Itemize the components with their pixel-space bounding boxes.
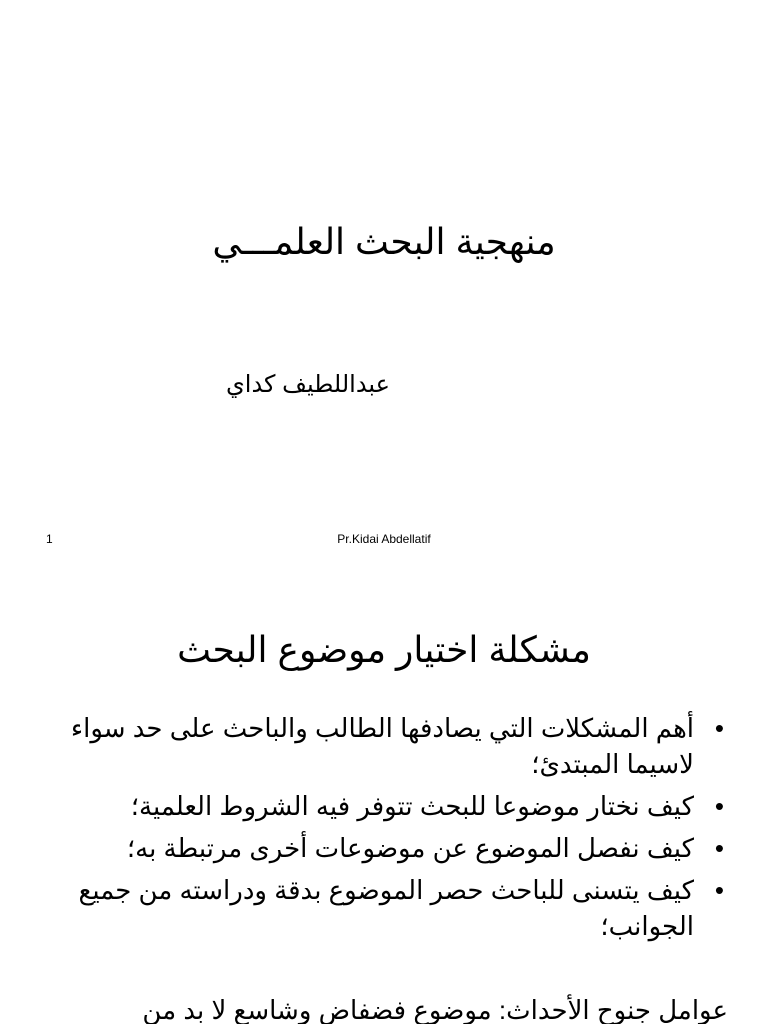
bullet-list bbox=[40, 710, 728, 950]
bullet-dot-icon: • bbox=[714, 791, 724, 821]
bullet-item bbox=[40, 872, 728, 944]
slide-2-title: مشكلة اختيار موضوع البحث bbox=[177, 629, 591, 670]
bullet-text: كيف يتسنى للباحث حصر الموضوع بدقة ودراسته من جميع الجوانب؛ bbox=[78, 875, 694, 941]
bullet-text: كيف نفصل الموضوع عن موضوعات أخرى مرتبطة به؛ bbox=[126, 833, 694, 863]
author-name: عبداللطيف كداي bbox=[225, 371, 390, 398]
bullet-text: أهم المشكلات التي يصادفها الطالب والباحث على حد سواء لاسيما المبتدئ؛ bbox=[70, 713, 694, 779]
bullet-item bbox=[40, 788, 728, 824]
cutoff-text-line: عوامل جنوح الأحداث: موضوع فضفاض وشاسع لا بد من bbox=[142, 995, 728, 1024]
bullet-dot-icon: • bbox=[714, 875, 724, 905]
bullet-text: كيف نختار موضوعا للبحث تتوفر فيه الشروط العلمية؛ bbox=[130, 791, 694, 821]
bullet-item bbox=[40, 830, 728, 866]
bullet-dot-icon: • bbox=[714, 713, 724, 743]
page-number: 1 bbox=[46, 532, 53, 546]
footer-text: Pr.Kidai Abdellatif bbox=[337, 532, 431, 546]
bullet-dot-icon: • bbox=[714, 833, 724, 863]
slide-1-title: منهجية البحث العلمـــي bbox=[212, 221, 556, 262]
bullet-item bbox=[40, 710, 728, 782]
slide-2 bbox=[0, 560, 768, 1024]
